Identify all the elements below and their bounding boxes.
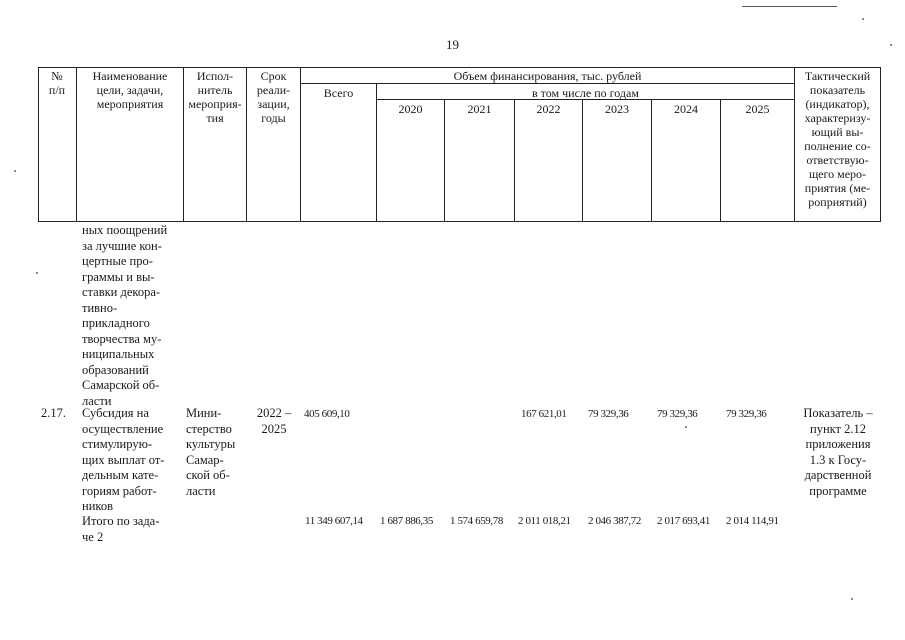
header-funding: Объем финансирования, тыс. рублей	[301, 67, 795, 84]
scan-speck	[862, 18, 864, 20]
header-year-2023: 2023	[583, 100, 652, 222]
row-217-name: Субсидия на осуществление стимулирую- щих выплат от- дельным кате- гориям работ- ников	[82, 406, 165, 513]
row-217-indicator: Показатель – пункт 2.12 приложения 1.3 к Госу- дарственной программе	[803, 406, 873, 498]
row-217-2023: 79 329,36	[588, 408, 629, 420]
header-by-years: в том числе по годам	[377, 84, 795, 100]
header-year-2022: 2022	[515, 100, 583, 222]
header-executor: Испол- нитель мероприя- тия	[184, 67, 247, 222]
total-row-total: 11 349 607,14	[305, 515, 363, 527]
row-217-2025: 79 329,36	[726, 408, 767, 420]
total-row-label: Итого по зада- че 2	[82, 514, 160, 544]
header-name: Наименование цели, задачи, мероприятия	[77, 67, 184, 222]
page-number: 19	[446, 37, 459, 52]
row-217-executor: Мини- стерство культуры Самар- ской об- ласти	[186, 406, 236, 498]
total-row-2024: 2 017 693,41	[657, 515, 710, 527]
scan-speck	[851, 598, 853, 600]
row-217-2022: 167 621,01	[521, 408, 567, 420]
header-year-2024: 2024	[652, 100, 721, 222]
row-217-term: 2022 – 2025	[256, 406, 292, 436]
total-row-2022: 2 011 018,21	[518, 515, 571, 527]
scan-speck	[36, 272, 38, 274]
total-row-2021: 1 574 659,78	[450, 515, 503, 527]
header-num: № п/п	[38, 67, 77, 222]
total-row-2025: 2 014 114,91	[726, 515, 779, 527]
header-year-2025: 2025	[721, 100, 795, 222]
total-row-2023: 2 046 387,72	[588, 515, 641, 527]
top-scan-line	[742, 6, 837, 7]
header-total: Всего	[301, 84, 377, 222]
header-indicator: Тактический показатель (индикатор), характеризу- ющий вы- полнение со- ответствую- щего меро- приятия (ме- роприятий)	[795, 67, 881, 222]
row-217-total: 405 609,10	[304, 408, 350, 420]
scan-speck	[14, 170, 16, 172]
header-year-2020: 2020	[377, 100, 445, 222]
scan-speck	[685, 426, 687, 428]
header-year-2021: 2021	[445, 100, 515, 222]
header-term: Срок реали- зации, годы	[247, 67, 301, 222]
row-217-num: 2.17.	[41, 406, 66, 420]
row-217-2024: 79 329,36	[657, 408, 698, 420]
continuation-name: ных поощрений за лучшие кон- цертные про- граммы и вы- ставки декора- тивно- прикладного творчества му- ниципальных образований Самарской об- ласти	[82, 223, 168, 408]
total-row-2020: 1 687 886,35	[380, 515, 433, 527]
scan-speck	[890, 44, 892, 46]
